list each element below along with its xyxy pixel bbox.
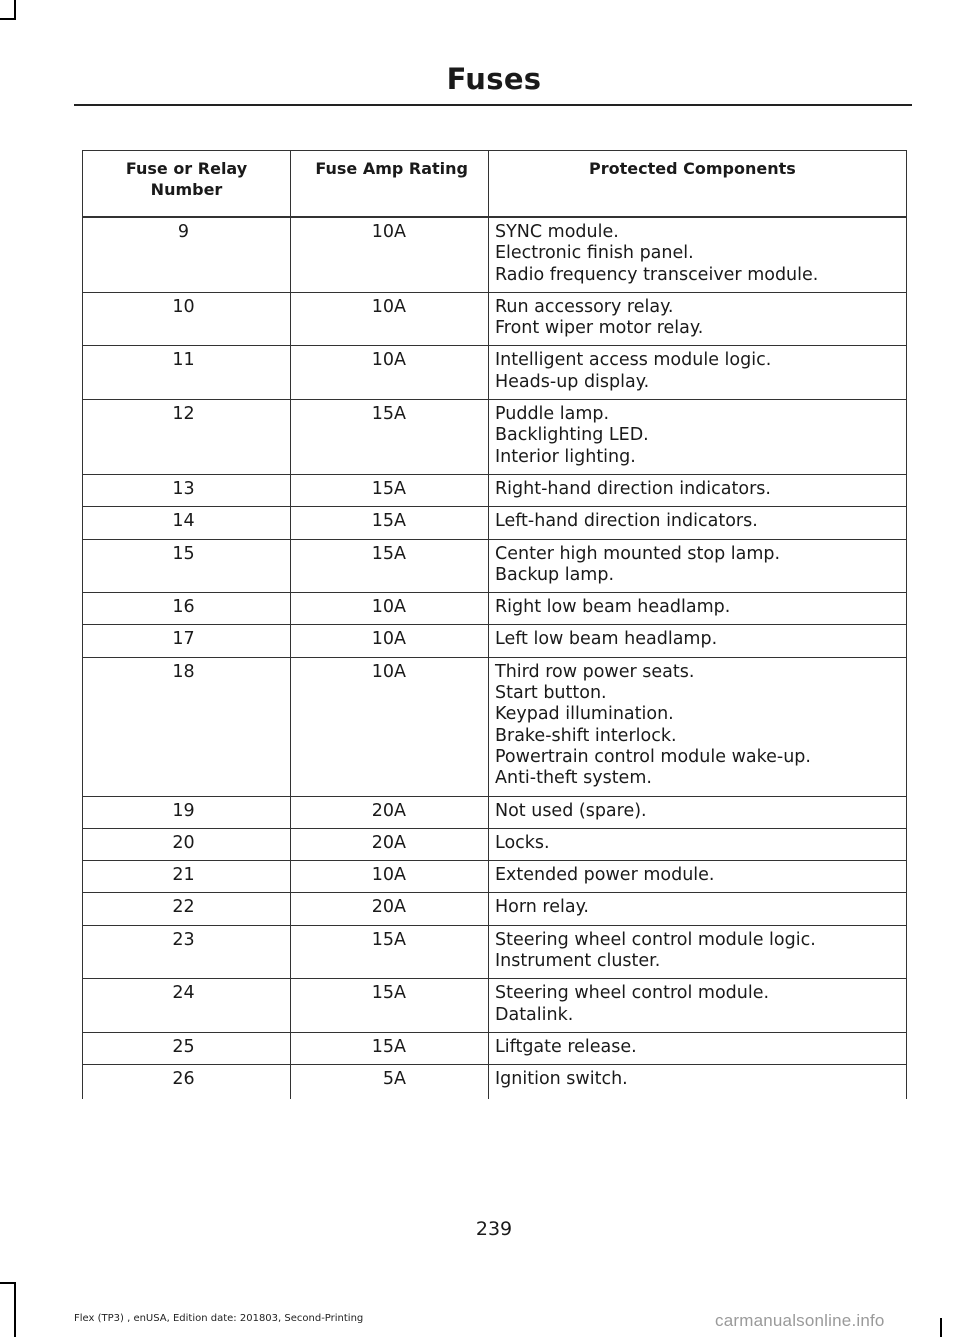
watermark: carmanualsonline.info	[715, 1311, 885, 1330]
component-line: Interior lighting.	[495, 446, 636, 467]
title-divider	[74, 104, 912, 106]
component-line: Powertrain control module wake-up.	[495, 746, 811, 767]
amp-rating-cell: 10A	[291, 593, 489, 625]
protected-components-cell	[489, 796, 907, 828]
amp-rating-cell: 10A	[291, 861, 489, 893]
component-line: Puddle lamp.	[495, 404, 610, 425]
table-row	[83, 539, 907, 593]
fuse-number-cell: 21	[83, 861, 291, 893]
fuse-table	[82, 150, 907, 1099]
component-line: Keypad illumination.	[495, 704, 674, 725]
protected-components-cell	[489, 292, 907, 346]
table-row	[83, 1065, 907, 1099]
component-line: Not used (spare).	[495, 800, 647, 821]
fuse-number-cell: 20	[83, 828, 291, 860]
fuse-number-cell: 15	[83, 539, 291, 593]
component-line: Start button.	[495, 683, 607, 704]
fuse-table-body	[83, 217, 907, 1099]
fuse-number-cell: 23	[83, 925, 291, 979]
component-line: Steering wheel control module logic.	[495, 929, 816, 950]
fuse-number-cell: 16	[83, 593, 291, 625]
fuse-number-cell: 17	[83, 625, 291, 657]
amp-rating-cell: 10A	[291, 625, 489, 657]
crop-mark-bottom-left-h	[0, 1282, 16, 1284]
protected-components-cell	[489, 925, 907, 979]
component-line: Left-hand direction indicators.	[495, 511, 758, 532]
table-row	[83, 1032, 907, 1064]
amp-rating-cell: 20A	[291, 893, 489, 925]
table-row	[83, 346, 907, 400]
protected-components-cell	[489, 861, 907, 893]
fuse-number-cell: 12	[83, 400, 291, 475]
page-title: Fuses	[446, 62, 542, 96]
protected-components-cell	[489, 217, 907, 292]
amp-rating-cell: 15A	[291, 400, 489, 475]
component-line: Left low beam headlamp.	[495, 629, 718, 650]
fuse-number-cell: 19	[83, 796, 291, 828]
amp-rating-cell: 15A	[291, 507, 489, 539]
protected-components-cell	[489, 1065, 907, 1099]
table-row	[83, 925, 907, 979]
table-row	[83, 400, 907, 475]
component-line: Radio frequency transceiver module.	[495, 264, 819, 285]
component-line: Front wiper motor relay.	[495, 318, 704, 339]
fuse-number-cell: 24	[83, 979, 291, 1033]
amp-rating-cell: 15A	[291, 539, 489, 593]
fuse-number-cell: 26	[83, 1065, 291, 1099]
fuse-number-cell: 25	[83, 1032, 291, 1064]
component-line: Heads-up display.	[495, 371, 650, 392]
component-line: SYNC module.	[495, 222, 619, 242]
table-row	[83, 893, 907, 925]
fuse-number-cell: 10	[83, 292, 291, 346]
component-line: Datalink.	[495, 1004, 574, 1025]
component-line: Electronic finish panel.	[495, 243, 694, 264]
amp-rating-cell: 10A	[291, 346, 489, 400]
fuse-number-cell: 13	[83, 474, 291, 506]
component-line: Steering wheel control module.	[495, 983, 770, 1004]
protected-components-cell	[489, 828, 907, 860]
protected-components-cell	[489, 1032, 907, 1064]
footer-edition-info: Flex (TP3) , enUSA, Edition date: 201803, Second-Printing	[74, 1313, 364, 1324]
protected-components-cell	[489, 507, 907, 539]
protected-components-cell	[489, 400, 907, 475]
table-row	[83, 474, 907, 506]
amp-rating-cell: 10A	[291, 217, 489, 292]
table-row	[83, 828, 907, 860]
table-row	[83, 625, 907, 657]
crop-mark-top-left-h	[0, 18, 16, 20]
crop-mark-bottom-left-v	[14, 1282, 16, 1337]
page-number: 239	[475, 1218, 513, 1240]
header-components: Protected Components	[489, 151, 907, 218]
component-line: Horn relay.	[495, 897, 589, 918]
component-line: Right low beam headlamp.	[495, 597, 731, 618]
component-line: Brake-shift interlock.	[495, 725, 677, 746]
protected-components-cell	[489, 657, 907, 796]
table-row	[83, 292, 907, 346]
component-line: Run accessory relay.	[495, 296, 674, 317]
table-row	[83, 657, 907, 796]
table-row	[83, 217, 907, 292]
table-row	[83, 593, 907, 625]
fuse-number-cell: 18	[83, 657, 291, 796]
component-line: Backlighting LED.	[495, 425, 649, 446]
crop-mark-bottom-right-v	[940, 1318, 942, 1337]
component-line: Center high mounted stop lamp.	[495, 543, 781, 564]
component-line: Locks.	[495, 832, 550, 853]
table-row	[83, 861, 907, 893]
component-line: Anti-theft system.	[495, 768, 652, 789]
header-fuse-number-text: Fuse or Relay Number	[125, 159, 248, 199]
fuse-number-cell: 9	[83, 217, 291, 292]
protected-components-cell	[489, 539, 907, 593]
amp-rating-cell: 15A	[291, 1032, 489, 1064]
component-line: Backup lamp.	[495, 564, 615, 585]
amp-rating-cell: 10A	[291, 657, 489, 796]
protected-components-cell	[489, 625, 907, 657]
table-row	[83, 979, 907, 1033]
component-line: Instrument cluster.	[495, 951, 661, 972]
crop-mark-top-left-v	[14, 0, 16, 20]
component-line: Ignition switch.	[495, 1069, 628, 1090]
amp-rating-cell: 15A	[291, 979, 489, 1033]
fuse-number-cell: 22	[83, 893, 291, 925]
component-line: Intelligent access module logic.	[495, 350, 772, 371]
table-header-row	[83, 151, 907, 218]
component-line: Extended power module.	[495, 865, 715, 886]
protected-components-cell	[489, 893, 907, 925]
amp-rating-cell: 15A	[291, 474, 489, 506]
header-amp-rating: Fuse Amp Rating	[291, 151, 489, 218]
fuse-number-cell: 11	[83, 346, 291, 400]
component-line: Right-hand direction indicators.	[495, 478, 771, 499]
fuse-number-cell: 14	[83, 507, 291, 539]
table-row	[83, 796, 907, 828]
protected-components-cell	[489, 346, 907, 400]
component-line: Third row power seats.	[495, 661, 695, 682]
protected-components-cell	[489, 593, 907, 625]
amp-rating-cell: 20A	[291, 796, 489, 828]
protected-components-cell	[489, 979, 907, 1033]
component-line: Liftgate release.	[495, 1036, 637, 1057]
amp-rating-cell: 20A	[291, 828, 489, 860]
amp-rating-cell: 10A	[291, 292, 489, 346]
amp-rating-cell: 15A	[291, 925, 489, 979]
protected-components-cell	[489, 474, 907, 506]
table-row	[83, 507, 907, 539]
header-fuse-number	[83, 151, 291, 218]
amp-rating-cell: 5A	[291, 1065, 489, 1099]
